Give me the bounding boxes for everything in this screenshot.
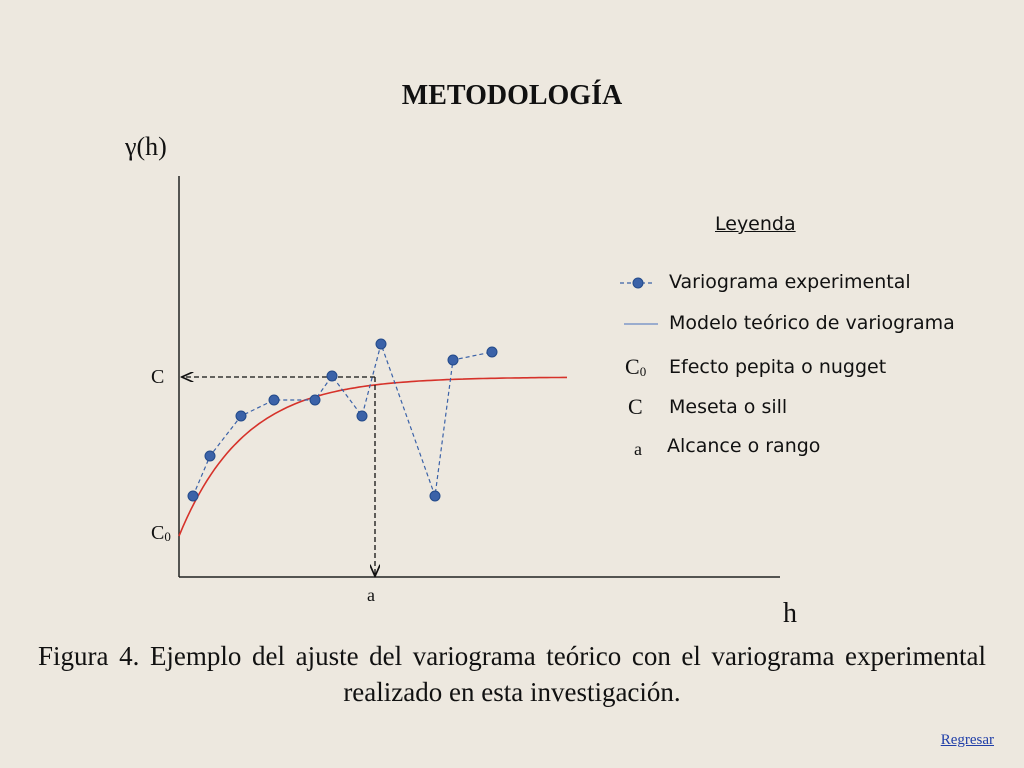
- experimental-point: [205, 451, 215, 461]
- experimental-point: [236, 411, 246, 421]
- experimental-point: [269, 395, 279, 405]
- slide-title: METODOLOGÍA: [401, 80, 623, 111]
- legend-experimental-label: Variograma experimental: [669, 271, 911, 293]
- experimental-point: [357, 411, 367, 421]
- range-tick-label: a: [367, 585, 375, 605]
- x-axis-label: h: [783, 598, 797, 629]
- experimental-point: [310, 395, 320, 405]
- nugget-tick-label: $C_0$: [151, 522, 171, 544]
- legend-range-symbol: a: [634, 439, 642, 459]
- back-link[interactable]: Regresar: [940, 732, 994, 748]
- experimental-point: [376, 339, 386, 349]
- experimental-point: [448, 355, 458, 365]
- experimental-point: [188, 491, 198, 501]
- experimental-point: [430, 491, 440, 501]
- legend-nugget-label: Efecto pepita o nugget: [669, 356, 887, 378]
- legend-sill-symbol: C: [628, 394, 643, 419]
- y-axis-label: γ(h): [125, 132, 167, 161]
- legend-sill-label: Meseta o sill: [669, 396, 788, 418]
- experimental-point: [327, 371, 337, 381]
- figure-caption: Figura 4. Ejemplo del ajuste del variograma teórico con el variograma experimental realizado en esta investigación.: [38, 641, 986, 707]
- legend-theoretical-label: Modelo teórico de variograma: [669, 312, 955, 334]
- legend-range-label: Alcance o rango: [667, 435, 821, 457]
- model-curve: [179, 377, 567, 536]
- legend-nugget-symbol: $C_0$: [625, 354, 647, 379]
- legend-title: Leyenda: [715, 213, 796, 235]
- sill-tick-label: C: [151, 366, 165, 388]
- experimental-point: [487, 347, 497, 357]
- legend-experimental-marker: [633, 278, 643, 288]
